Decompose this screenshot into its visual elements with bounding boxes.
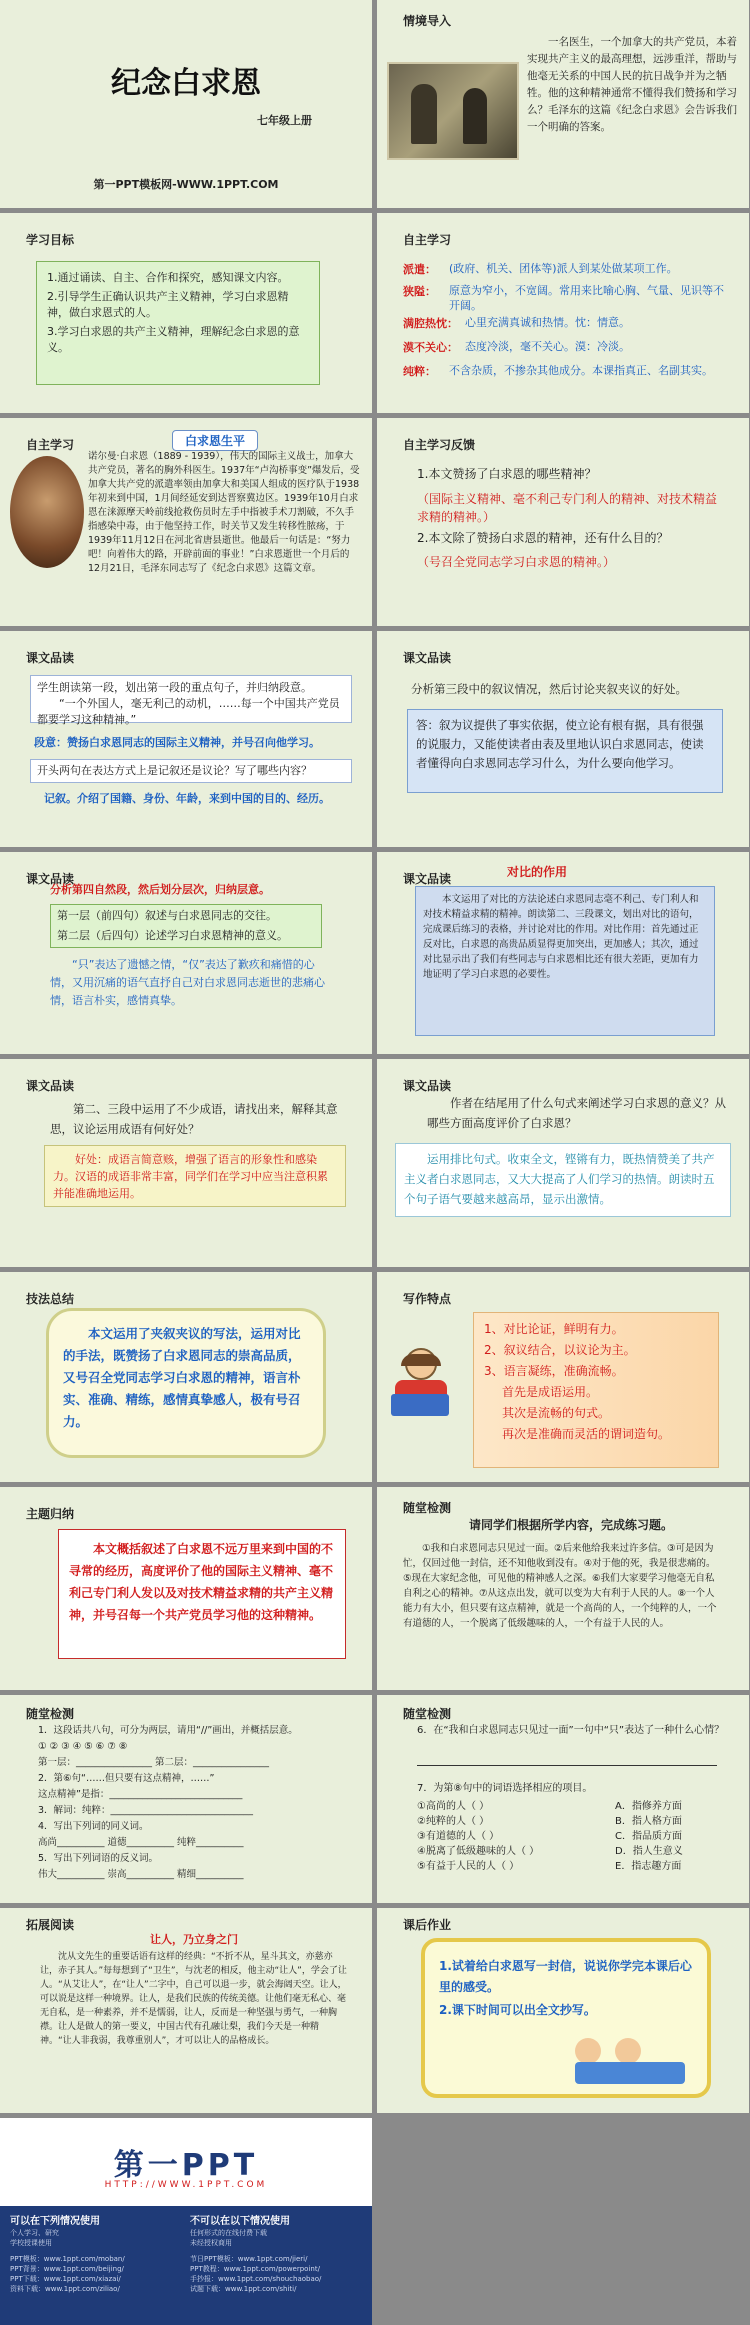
- homework-item: 1.试着给白求恩写一封信，说说你学完本课后心里的感受。: [439, 1959, 692, 1994]
- feature-item: 1、对比论证，鲜明有力。: [484, 1322, 624, 1336]
- usage-denied-heading: 不可以在以下情况使用: [190, 2216, 290, 2227]
- match-item: B．指人格方面: [615, 1816, 682, 1827]
- layer-item: 第二层（后四句）论述学习白求恩精神的意义。: [57, 929, 288, 942]
- slide-reading-5[interactable]: [0, 1059, 372, 1267]
- reading-question: 第二、三段中运用了不少成语，请找出来，解释其意思，议论运用成语有何好处？: [50, 1102, 338, 1136]
- slide-heading: 随堂检测: [26, 1707, 75, 1721]
- slide-reading-3[interactable]: [0, 852, 372, 1054]
- slide-heading: 自主学习: [403, 233, 452, 247]
- bio-badge: 白求恩生平: [172, 430, 258, 451]
- slide-heading: 随堂检测: [403, 1501, 452, 1515]
- reading-subtitle: 对比的作用: [507, 865, 568, 879]
- vocab-def: 态度冷淡，毫不关心。漠：冷淡。: [465, 340, 630, 353]
- match-item: A．指修养方面: [615, 1801, 682, 1812]
- feature-item: 2、叙议结合，以议论为主。: [484, 1343, 636, 1357]
- feature-item: 再次是准确而灵活的谓词造句。: [502, 1427, 671, 1441]
- link-item[interactable]: 手抄报：www.1ppt.com/shouchaobao/: [190, 2275, 322, 2283]
- quiz-text: ①我和白求恩同志只见过一面。②后来他给我来过许多信。③可是因为忙，仅回过他一封信，还不知他收到没有。④对于他的死，我是很悲痛的。⑤现在大家纪念他，可见他的精神感人之深。⑥我们大家要学习他毫无自私自利之心的精神。⑦从这点出发，就可以变为大有利于人民的人。⑧一个人能力有大小，但只要有这点精神，就是一个高尚的人，一个纯粹的人，一个有道德的人，一个脱离了低级趣味的人，一个有益于人民的人。: [403, 1543, 717, 1629]
- feature-item: 首先是成语运用。: [502, 1385, 599, 1399]
- usage-line: 学校授课使用: [10, 2239, 52, 2247]
- feedback-q1: 1.本文赞扬了白求恩的哪些精神？: [417, 467, 597, 481]
- contrast-box: [415, 886, 715, 1036]
- quiz-line: 高尚__________ 道德__________ 纯粹__________: [38, 1837, 244, 1848]
- question-box: [30, 759, 352, 783]
- slide-quiz-2[interactable]: [0, 1695, 372, 1903]
- match-left: [417, 1799, 597, 1874]
- title-text: 纪念白求恩: [111, 66, 261, 101]
- link-item[interactable]: PPT背景：www.1ppt.com/beijing/: [10, 2265, 124, 2273]
- credits-panel: [0, 2206, 372, 2325]
- slide-reading-6[interactable]: [377, 1059, 749, 1267]
- reading-answer: 运用排比句式。收束全文，铿锵有力，既热情赞美了共产主义者白求恩同志，又大大提高了人们学习的热情。朗读时五个句子语气要越来越高昂，显示出激情。: [404, 1152, 715, 1206]
- slide-vocab[interactable]: [377, 213, 749, 413]
- slide-homework[interactable]: [377, 1908, 749, 2113]
- link-list: [190, 2254, 360, 2294]
- slide-heading: 自主学习反馈: [403, 438, 476, 452]
- match-item: D．指人生意义: [615, 1846, 683, 1857]
- slide-reading-1[interactable]: [0, 631, 372, 847]
- slide-heading: 自主学习: [26, 438, 75, 452]
- match-item: E．指志趣方面: [615, 1861, 682, 1872]
- reading-answer: 段意：赞扬白求恩同志的国际主义精神，并号召向他学习。: [34, 736, 320, 749]
- quiz-line: 这点精神”是指：____________________________: [38, 1789, 243, 1800]
- quiz-line: 2．第⑥句“……但只要有这点精神，……”: [38, 1773, 215, 1784]
- feedback-q2: 2.本文除了赞扬白求恩的精神，还有什么目的？: [417, 531, 669, 545]
- slide-heading: 主题归纳: [26, 1507, 75, 1521]
- slide-theme[interactable]: [0, 1487, 372, 1690]
- reading-answer: 记叙。介绍了国籍、身份、年龄，来到中国的目的、经历。: [44, 792, 330, 805]
- slide-features[interactable]: [377, 1272, 749, 1482]
- goals-box: [36, 261, 320, 385]
- quiz-line: 3．解词：纯粹：______________________________: [38, 1805, 254, 1816]
- vocab-def: 心里充满真诚和热情。忱：情意。: [465, 316, 630, 329]
- layer-item: 第一层（前四句）叙述与白求恩同志的交往。: [57, 909, 277, 922]
- vocab-term: 派遣：: [403, 263, 436, 276]
- vocab-term: 漠不关心：: [403, 341, 458, 354]
- slide-technique[interactable]: [0, 1272, 372, 1482]
- slide-heading: 拓展阅读: [26, 1918, 75, 1932]
- link-list: [10, 2254, 180, 2294]
- feedback-a1: （国际主义精神、毫不利己专门利人的精神、对技术精益求精的精神。）: [417, 492, 718, 524]
- slide-heading: 课文品读: [403, 1079, 452, 1093]
- slide-heading: 写作特点: [403, 1292, 452, 1306]
- vocab-term: 狭隘：: [403, 285, 436, 298]
- homework-item: 2.课下时间可以出全文抄写。: [439, 2003, 596, 2017]
- bethune-photo: [10, 456, 84, 568]
- slide-heading: 课文品读: [26, 651, 75, 665]
- reading-body: 沈从文先生的重要话语有这样的经典：“不折不从，星斗其文，亦慈亦让，赤子其人。”每每想到了“卫生”，与沈老的相反，他主动“让人”，学会了让人。“从艾让人”，在“让人”二字中，自己可以退一步，就会海阔天空。让人，可以说是这样一种境界。让人，是我们民族的传统美德。让他们毫无私心、毫无自私，是一种素养，并不是懦弱，让人，反而是一种坚强与勇气，一种胸襟。让人是做人的第一要义，中国古代有孔融让梨，我们今天是一种精神。“让人非我弱，我尊重别人”，才可以让人的品格成长。: [40, 1952, 347, 2046]
- reading-question: 学生朗读第一段，划出第一段的重点句子，并归纳段意。: [37, 681, 312, 694]
- match-item: ①高尚的人（ ）: [417, 1801, 490, 1812]
- goal-item: 1.通过诵读、自主、合作和探究，感知课文内容。: [47, 271, 289, 284]
- vocab-term: 满腔热忱：: [403, 317, 458, 330]
- brand-url: HTTP://WWW.1PPT.COM: [104, 2180, 268, 2190]
- match-item: ③有道德的人（ ）: [417, 1831, 500, 1842]
- slide-feedback[interactable]: [377, 418, 749, 626]
- answer-box: [407, 709, 723, 793]
- quiz-subtitle: 请同学们根据所学内容，完成练习题。: [469, 1518, 674, 1532]
- question-box: [30, 675, 352, 726]
- vocab-def: 原意为窄小，不宽阔。常用来比喻心胸、气量、见识等不开阔。: [449, 284, 724, 312]
- usage-allowed-heading: 可以在下列情况使用: [10, 2216, 100, 2227]
- slide-quiz-1[interactable]: [377, 1487, 749, 1690]
- technique-scroll: [46, 1308, 326, 1458]
- brand-text: 第一PPT模板网-WWW.1PPT.COM: [93, 178, 279, 191]
- features-box: [473, 1312, 719, 1468]
- slide-reading-4[interactable]: [377, 852, 749, 1054]
- slide-heading: 课后作业: [403, 1918, 452, 1932]
- intro-text: 一名医生，一个加拿大的共产党员，本着实现共产主义的最高理想，远涉重洋，帮助与他毫无关系的中国人民的抗日战争并为之牺牲。他的这种精神通常不懂得我们赞扬和学习么？毛泽东的这篇《纪念白求恩》会告诉我们一个明确的答案。: [527, 36, 737, 133]
- answer-box: [44, 1145, 346, 1207]
- slide-heading: 课文品读: [403, 872, 452, 886]
- reading-note: “只”表达了遗憾之情，“仅”表达了歉疚和痛惜的心情，又用沉痛的语气直抒自己对白求恩同志逝世的悲痛心情，语言朴实，感情真挚。: [50, 958, 325, 1007]
- reading-question: 作者在结尾用了什么句式来阐述学习白求恩的意义？从哪些方面高度评价了白求恩？: [427, 1096, 726, 1130]
- link-item[interactable]: 试题下载：www.1ppt.com/shiti/: [190, 2285, 297, 2293]
- quiz-line: 伟大__________ 崇高__________ 精细__________: [38, 1869, 244, 1880]
- reading-boy-illustration: [389, 1348, 451, 1422]
- goal-item: 2.引导学生正确认识共产主义精神，学习白求恩精神，做白求恩式的人。: [47, 290, 289, 319]
- feature-item: 3、语言凝练，准确流畅。: [484, 1364, 624, 1378]
- link-item[interactable]: PPT下载：www.1ppt.com/xiazai/: [10, 2275, 121, 2283]
- slide-credits[interactable]: [0, 2118, 372, 2325]
- slide-heading: 课文品读: [26, 872, 75, 886]
- bio-text: 诺尔曼·白求恩（1889 - 1939），伟大的国际主义战士，加拿大共产党员，著名的胸外科医生。1937年“卢沟桥事变”爆发后，受加拿大共产党的派遣率领由加拿大和美国人组成的医疗队于1938年初来到中国，1月间经延安到达晋察冀边区。1939年10月白求恩在涞源摩天岭前线抢救伤员时左手中指被手术刀割破，不久手指感染中毒，由于他坚持工作，时关节又发生转移性脓疡，于1939年11月12日在河北省唐县逝世。他最后一句话是：“努力吧！向着伟大的路，开辟前面的事业！”白求恩逝世一个月后的12月21日，毛泽东同志写了《纪念白求恩》这篇文章。: [88, 451, 360, 574]
- theme-text: 本文概括叙述了白求恩不远万里来到中国的不寻常的经历，高度评价了他的国际主义精神、毫不利己专门利人发以及对技术精益求精的共产主义精神，并号召每一个共产党员学习他的这种精神。: [69, 1542, 334, 1622]
- theme-box: [58, 1529, 346, 1659]
- vocab-def: 不含杂质，不掺杂其他成分。本课指真正、名副其实。: [449, 364, 713, 377]
- reading-question: 分析第三段中的叙议情况，然后讨论夹叙夹议的好处。: [411, 682, 687, 696]
- doctor-photo: [387, 62, 519, 160]
- reading-quote: “一个外国人，毫无利己的动机，……每一个中国共产党员都要学习这种精神。”: [37, 697, 340, 726]
- slide-extended-reading[interactable]: [0, 1908, 372, 2113]
- slide-heading: 情境导入: [403, 14, 452, 28]
- answer-line: [417, 1765, 717, 1766]
- link-item[interactable]: 资料下载：www.1ppt.com/ziliao/: [10, 2285, 120, 2293]
- reading-answer: 好处：成语言简意赅，增强了语言的形象性和感染力。汉语的成语非常丰富，同学们在学习中应当注意积累并能准确地运用。: [53, 1153, 328, 1200]
- quiz-line: 1．这段话共八句，可分为两层，请用“//”画出，并概括层意。: [38, 1725, 298, 1736]
- match-item: C．指品质方面: [615, 1831, 682, 1842]
- link-item[interactable]: PPT模板：www.1ppt.com/moban/: [10, 2255, 125, 2263]
- link-item[interactable]: 节日PPT模板：www.1ppt.com/jieri/: [190, 2255, 308, 2263]
- slide-intro[interactable]: [377, 0, 749, 208]
- feature-item: 其次是流畅的句式。: [502, 1406, 611, 1420]
- slide-heading: 课文品读: [26, 1079, 75, 1093]
- grade-text: 七年级上册: [257, 114, 312, 127]
- reading-title: 让人，乃立身之门: [150, 1933, 238, 1946]
- quiz-line: 第一层：________________ 第二层：________________: [38, 1757, 270, 1768]
- match-item: ②纯粹的人（ ）: [417, 1816, 490, 1827]
- slide-reading-2[interactable]: [377, 631, 749, 847]
- slide-title[interactable]: [0, 0, 372, 208]
- vocab-def: (政府、机关、团体等)派人到某处做某项工作。: [449, 262, 678, 275]
- usage-line: 个人学习、研究: [10, 2229, 59, 2237]
- quiz-line: ① ② ③ ④ ⑤ ⑥ ⑦ ⑧: [38, 1741, 128, 1752]
- vocab-term: 纯粹：: [403, 365, 436, 378]
- quiz-lines: [38, 1723, 358, 1883]
- quiz-question: 6．在“我和白求恩同志只见过一面”一句中“只”表达了一种什么心情？: [417, 1725, 725, 1736]
- reading-question: 分析第四自然段，然后划分层次，归纳层意。: [50, 883, 270, 896]
- technique-text: 本文运用了夹叙夹议的写法，运用对比的手法，既赞扬了白求恩同志的崇高品质，又号召全党同志学习白求恩的精神，语言朴实、准确、精练，感情真挚感人，极有号召力。: [63, 1326, 301, 1429]
- layers-box: [50, 904, 322, 948]
- slide-bio[interactable]: [0, 418, 372, 626]
- slide-heading: 课文品读: [403, 651, 452, 665]
- quiz-question: 7．为第⑧句中的词语选择相应的项目。: [417, 1783, 593, 1794]
- usage-line: 未经授权商用: [190, 2239, 232, 2247]
- reading-answer: 答：叙为议提供了事实依据，使立论有根有据，具有很强的说服力，又能使读者由表及里地认识白求恩同志，使读者懂得向白求恩同志学习什么，为什么要向他学习。: [416, 718, 704, 770]
- match-right: [615, 1799, 735, 1874]
- link-item[interactable]: PPT教程：www.1ppt.com/powerpoint/: [190, 2265, 320, 2273]
- goal-item: 3.学习白求恩的共产主义精神，理解纪念白求恩的意义。: [47, 325, 300, 354]
- slide-heading: 技法总结: [26, 1292, 75, 1306]
- usage-line: 任何形式的在线付费下载: [190, 2229, 267, 2237]
- answer-box: [395, 1143, 731, 1217]
- quiz-line: 4．写出下列词的同义词。: [38, 1821, 149, 1832]
- reading-question: 开头两句在表达方式上是记叙还是议论？写了哪些内容？: [37, 764, 312, 777]
- slide-heading: 学习目标: [26, 233, 75, 247]
- quiz-line: 5．写出下列词语的反义词。: [38, 1853, 159, 1864]
- feedback-a2: （号召全党同志学习白求恩的精神。）: [417, 555, 616, 569]
- contrast-text: 本文运用了对比的方法论述白求恩同志毫不利己、专门利人和对技术精益求精的精神。朗读第二、三段课文，划出对比的语句，完成课后练习的表格，并讨论对比的作用。对比作用：首先通过正反对比，白求恩的高贵品质显得更加突出，更加感人；其次，通过对比显示出了我们有些同志与白求恩相比还有很大差距，更加有力地证明了学习白求恩的必要性。: [423, 894, 699, 980]
- slide-quiz-3[interactable]: [377, 1695, 749, 1903]
- homework-box: [421, 1938, 711, 2098]
- brand-logo: 第一PPT: [113, 2148, 259, 2183]
- slide-goals[interactable]: [0, 213, 372, 413]
- slide-heading: 随堂检测: [403, 1707, 452, 1721]
- kids-illustration: [575, 2038, 685, 2086]
- match-item: ⑤有益于人民的人（ ）: [417, 1861, 520, 1872]
- match-item: ④脱离了低级趣味的人（ ）: [417, 1846, 540, 1857]
